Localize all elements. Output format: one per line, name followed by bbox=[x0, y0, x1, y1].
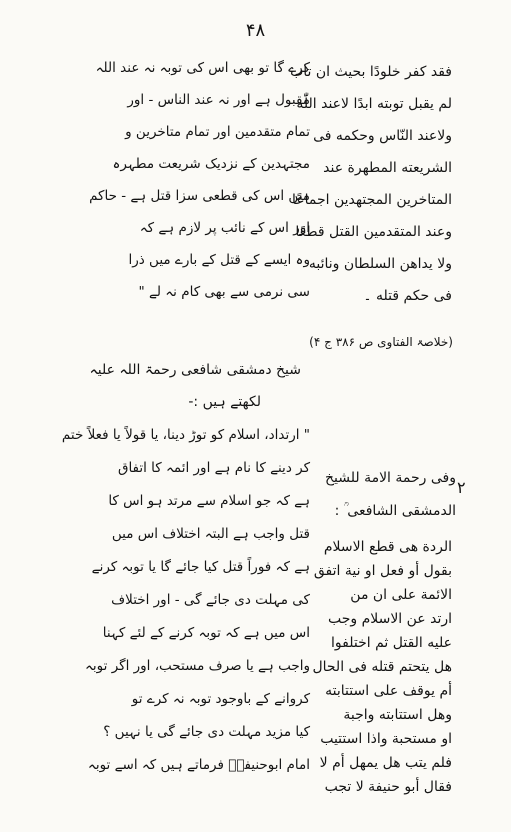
text-line: فقال أبو حنیفة لا تجب bbox=[324, 779, 452, 795]
text-line: وعند المتقدمین القتل قطعًا bbox=[295, 224, 452, 240]
heading-urdu: لکھتے ہیں :- bbox=[188, 394, 261, 410]
text-line: لم یقبل توبته ابدًا لاعند اللّٰه bbox=[296, 96, 452, 112]
text-line: ہے کہ جو اسلام سے مرتد ہو اس کا bbox=[108, 493, 310, 509]
margin-note: ۲ bbox=[457, 478, 466, 497]
text-line: کی مہلت دی جائے گی - اور اختلاف bbox=[111, 592, 310, 608]
text-line: وهل استتابته واجبة bbox=[343, 707, 452, 723]
text-line: کیا مزید مہلت دی جائے گی یا نہیں ؟ bbox=[103, 724, 310, 740]
heading-arabic: وفی رحمة الامة للشیخ bbox=[324, 470, 456, 486]
text-line: " ارتداد، اسلام کو توڑ دینا، یا قولاً یا فعلاً ختم bbox=[61, 427, 310, 443]
text-line: تمام متقدمین اور تمام متاخرین و bbox=[125, 124, 310, 140]
arabic-source-top bbox=[262, 62, 452, 332]
text-line: فی حکم قتله ۔ bbox=[363, 288, 452, 304]
text-line: اس میں ہے کہ توبہ کرنے کے لئے کہنا bbox=[102, 625, 310, 641]
text-line: الشریعته المطهرة عند bbox=[323, 160, 452, 176]
text-line: هل یتحتم قتله فی الحال bbox=[312, 659, 452, 675]
text-line: ہے کہ فوراً قتل کیا جائے گا یا توبہ کرنے bbox=[91, 559, 310, 575]
text-line: کرے گا تو بھی اس کی توبہ نہ عند اللہ bbox=[95, 60, 310, 76]
heading-arabic: الدمشقی الشافعی ؒ : bbox=[334, 503, 456, 519]
text-line: بقول أو فعل او نیة اتفق bbox=[313, 563, 452, 579]
text-line: المتاخرین المجتهدین اجماعًا bbox=[292, 192, 452, 208]
text-line: میں اس کی قطعی سزا قتل ہے - حاکم bbox=[89, 188, 310, 204]
text-line: امام ابوحنیفہؒ فرماتے ہیں کہ اسے توبہ bbox=[87, 757, 310, 773]
text-line: مقبول ہے اور نہ عند الناس - اور bbox=[127, 92, 310, 108]
text-line: کر دینے کا نام ہے اور ائمہ کا اتفاق bbox=[117, 460, 310, 476]
text-line: او مستحبة واذا استتیب bbox=[320, 731, 452, 747]
text-line: وہ ایسے کے قتل کے بارے میں ذرا bbox=[128, 252, 310, 268]
text-line: ولا یداهن السلطان ونائبه bbox=[308, 256, 452, 272]
text-line: ارتد عن الاسلام وجب bbox=[327, 611, 452, 627]
text-line: أم یوقف علی استتابته bbox=[325, 683, 452, 699]
text-line: علیه القتل ثم اختلفوا bbox=[331, 635, 452, 651]
heading-urdu: شیخ دمشقی شافعی رحمۃ اللہ علیہ bbox=[89, 362, 301, 378]
text-line: کروانے کے باوجود توبہ نہ کرے تو bbox=[131, 691, 310, 707]
text-line: ولاعند النّاس وحکمه فی bbox=[313, 128, 452, 144]
text-line: سی نرمی سے بھی کام نہ لے " bbox=[138, 284, 310, 300]
text-line: قتل واجب ہے البتہ اختلاف اس میں bbox=[111, 526, 310, 542]
text-line: الائمة علی ان من bbox=[350, 587, 452, 603]
citation: (خلاصۃ الفتاوی ص ۳۸۶ ج ۴) bbox=[309, 335, 453, 349]
text-line: الردة هی قطع الاسلام bbox=[323, 539, 452, 555]
text-line: فقد کفر خلودًا بحیث ان تاب bbox=[290, 64, 452, 80]
text-line: فلم یتب هل یمهل أم لا bbox=[319, 755, 452, 771]
text-line: واجب ہے یا صرف مستحب، اور اگر توبہ bbox=[85, 658, 310, 674]
arabic-source-bottom bbox=[262, 537, 452, 807]
page-number: ۴۸ bbox=[245, 20, 266, 41]
text-line: مجتہدین کے نزدیک شریعت مطہرہ bbox=[112, 156, 310, 172]
text-line: اور اس کے نائب پر لازم ہے کہ bbox=[139, 220, 310, 236]
